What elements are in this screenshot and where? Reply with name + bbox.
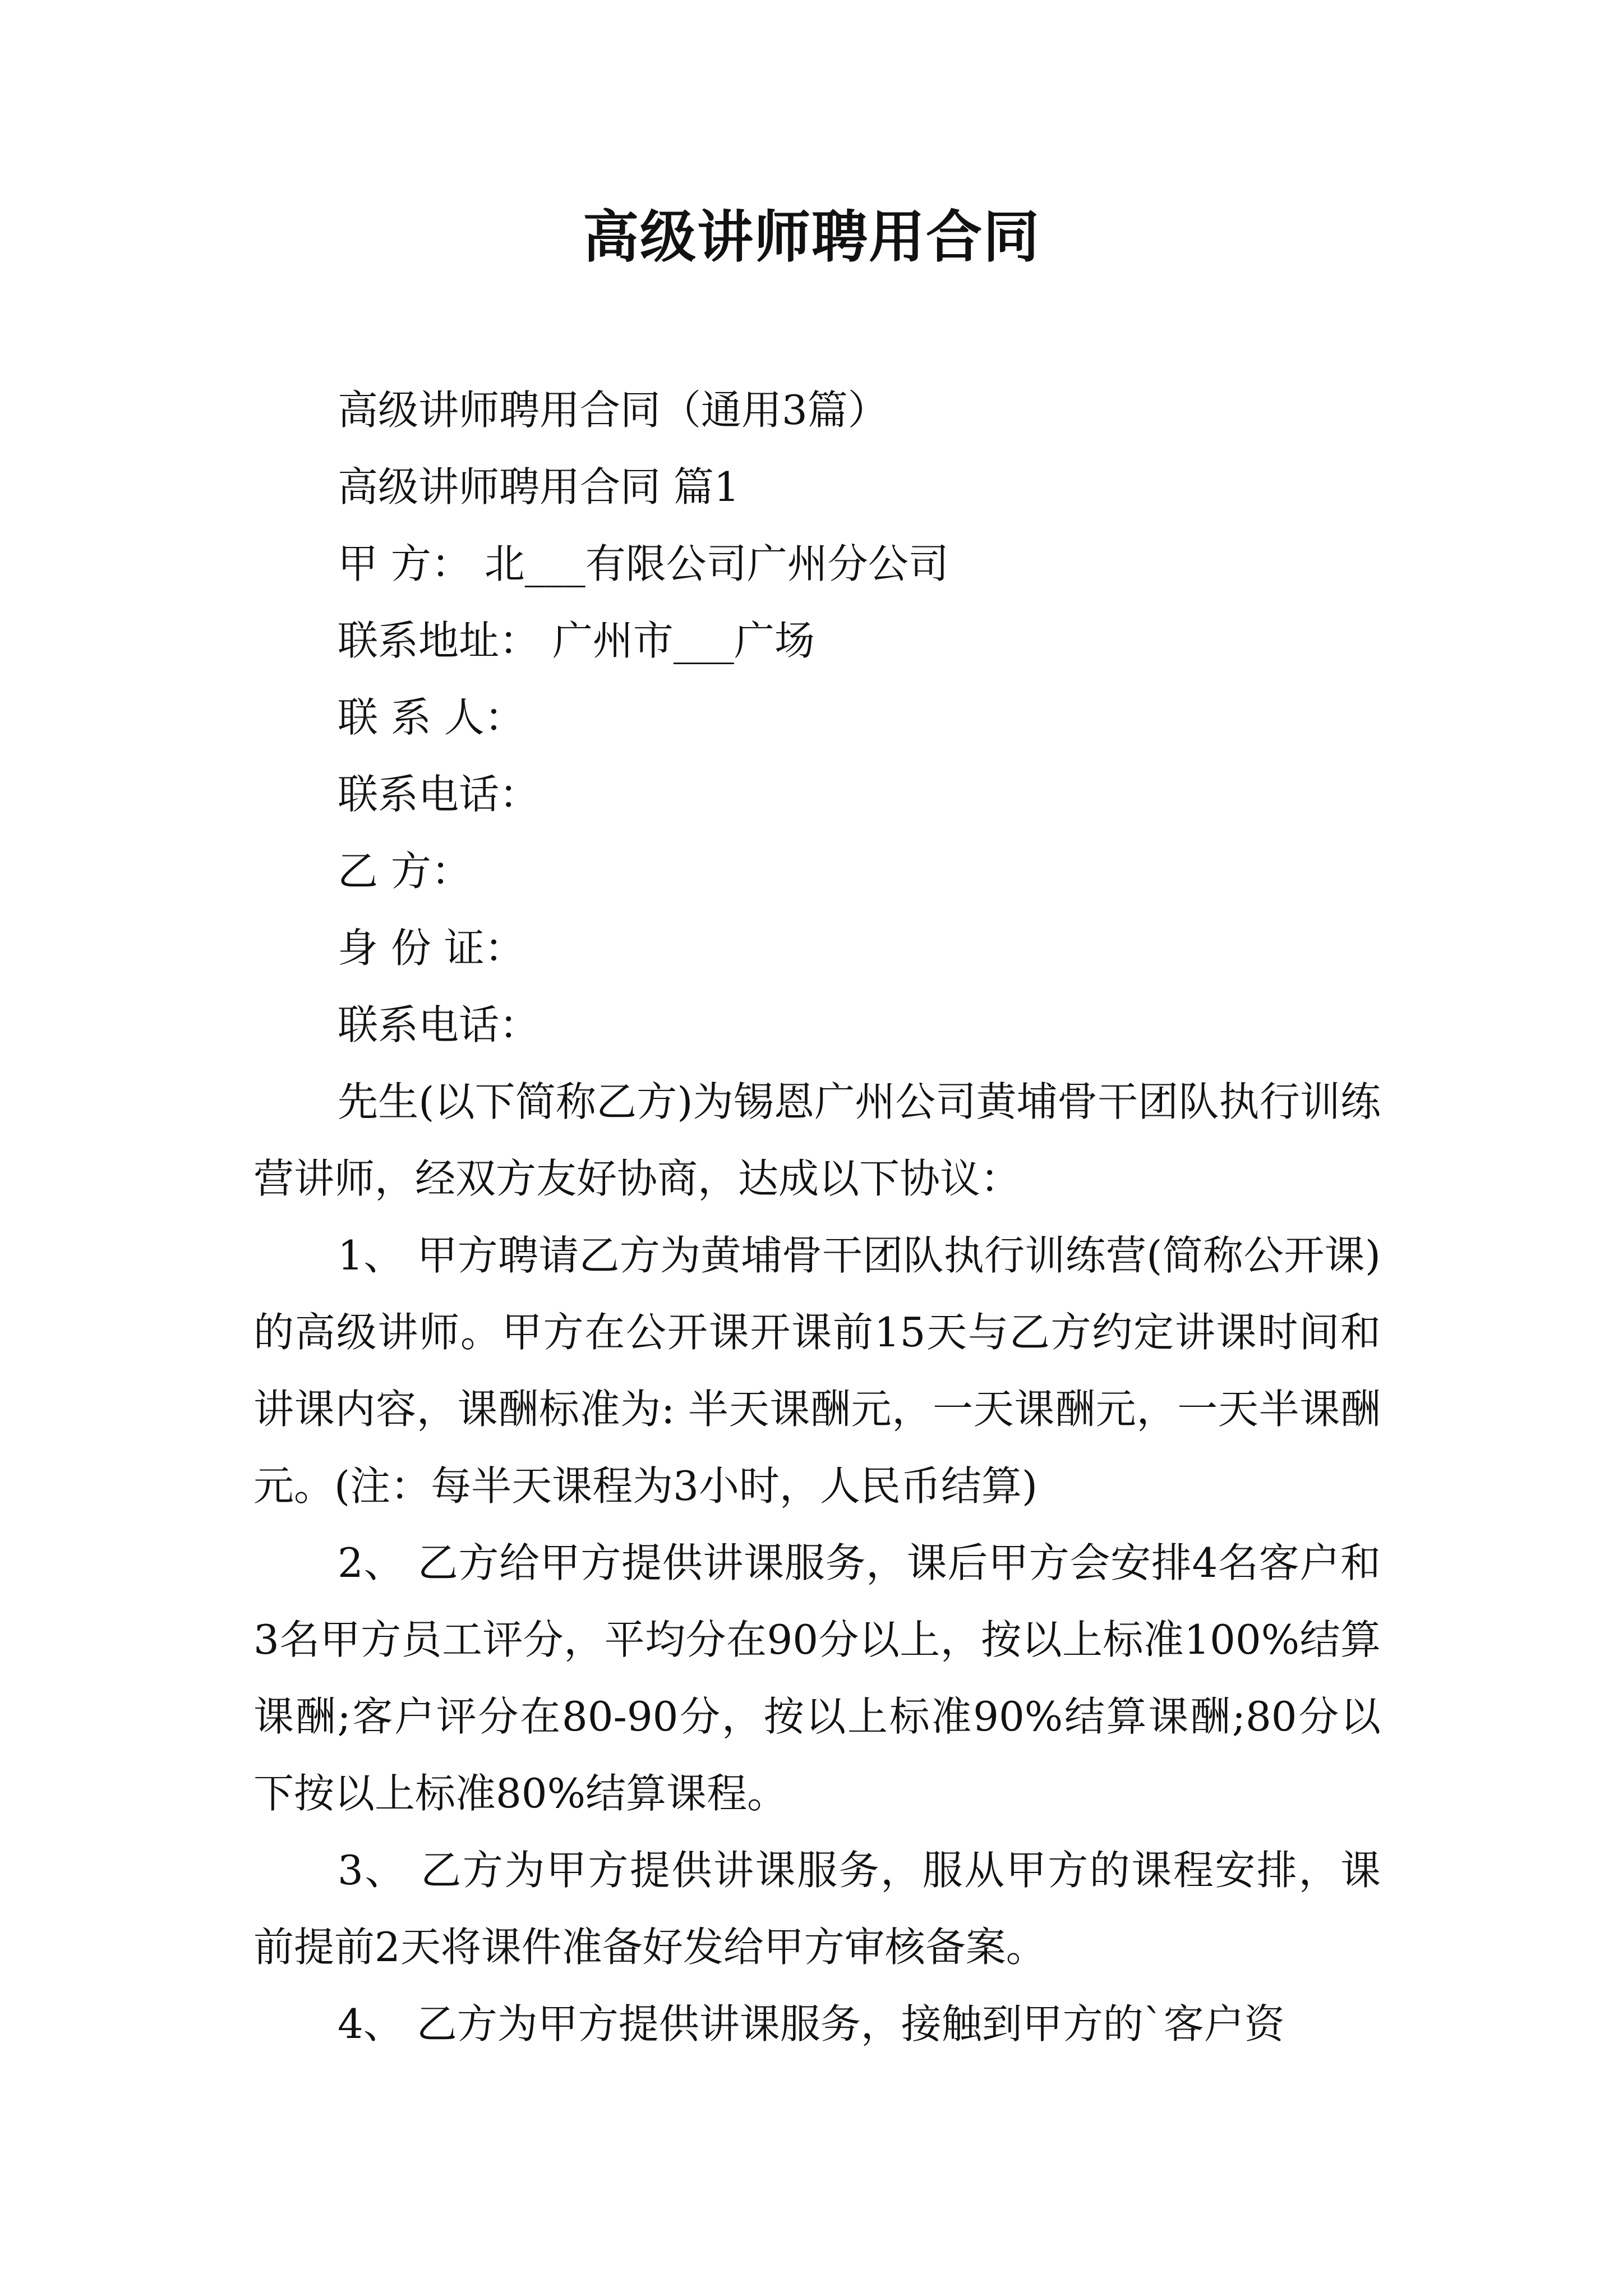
party-a-contact-line: 联 系 人： (338, 694, 525, 741)
document-subtitle: 高级讲师聘用合同（通用3篇） (338, 386, 888, 434)
document-body (253, 372, 1381, 2063)
clause-2-paragraph: 2、 乙方给甲方提供讲课服务，课后甲方会安排4名客户和3名甲方员工评分，平均分在90分以上，按以上标准100%结算课酬;客户评分在80-90分，按以上标准90%结算课酬;80分以下按以上标准80%结算课程。 (253, 1539, 1381, 1817)
party-a-phone-line: 联系电话： (338, 771, 540, 818)
party-b-phone-line: 联系电话： (338, 1001, 540, 1048)
clause-1-paragraph: 1、 甲方聘请乙方为黄埔骨干团队执行训练营(简称公开课)的高级讲师。甲方在公开课开课前15天与乙方约定讲课时间和讲课内容，课酬标准为: 半天课酬元，一天课酬元，一天半课酬元。(注：每半天课程为3小时，人民币结算) (253, 1232, 1381, 1510)
clause-4-paragraph: 4、 乙方为甲方提供讲课服务，接触到甲方的`客户资 (338, 2000, 1285, 2047)
document-title: 高级讲师聘用合同 (583, 204, 1040, 270)
party-a-address-line: 联系地址： 广州市___广场 (338, 617, 815, 664)
party-b-id-line: 身 份 证： (338, 924, 525, 972)
section-heading: 高级讲师聘用合同 篇1 (338, 463, 740, 510)
party-b-line: 乙 方： (338, 848, 472, 895)
party-a-line: 甲 方： 北___有限公司广州分公司 (338, 540, 949, 587)
clause-3-paragraph: 3、 乙方为甲方提供讲课服务，服从甲方的课程安排，课前提前2天将课件准备好发给甲方审核备案。 (253, 1847, 1381, 1971)
intro-paragraph: 先生(以下简称乙方)为锡恩广州公司黄埔骨干团队执行训练营讲师，经双方友好协商，达成以下协议： (253, 1078, 1381, 1202)
